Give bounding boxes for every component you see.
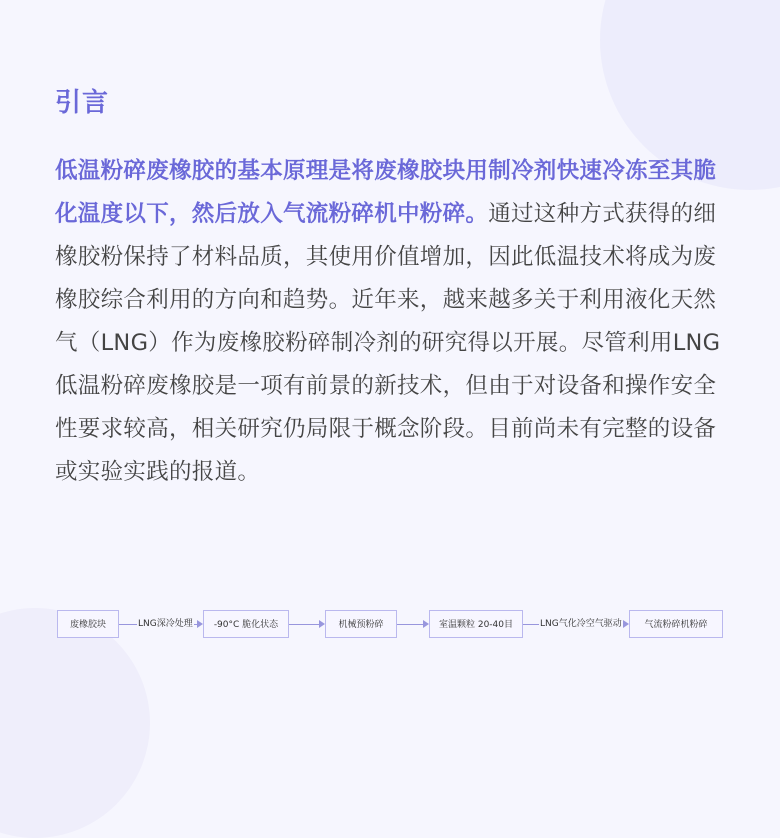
flow-node-jet-mill: 气流粉碎机粉碎 bbox=[629, 610, 723, 638]
highlighted-sentence: 低温粉碎废橡胶的基本原理是将废橡胶块用制冷剂快速冷冻至其脆化温度以下，然后放入气流粉碎机中粉碎。 bbox=[55, 158, 717, 227]
background-decoration bbox=[0, 608, 150, 838]
flow-node-pre-crushing: 机械预粉碎 bbox=[325, 610, 397, 638]
paragraph-text: 通过这种方式获得的细橡胶粉保持了材料品质，其使用价值增加，因此低温技术将成为废橡胶综合利用的方向和趋势。近年来，越来越多关于利用液化天然气（LNG）作为废橡胶粉碎制冷剂的研究得以开展。尽管利用LNG低温粉碎废橡胶是一项有前景的新技术，但由于对设备和操作安全性要求较高，相关研究仍局限于概念阶段。目前尚未有完整的设备或实验实践的报道。 bbox=[55, 201, 721, 485]
process-flowchart bbox=[57, 610, 723, 640]
flow-edge-label-lng-air: LNG气化冷空气驱动 bbox=[540, 619, 622, 629]
flow-node-room-temp-granules: 室温颗粒 20-40目 bbox=[429, 610, 523, 638]
flow-node-rubber-block: 废橡胶块 bbox=[57, 610, 119, 638]
flow-edge-label-lng-cryo: LNG深冷处理 bbox=[138, 619, 193, 629]
section-heading: 引言 bbox=[55, 88, 110, 118]
flow-node-brittle-state: -90°C 脆化状态 bbox=[203, 610, 289, 638]
flow-arrow bbox=[289, 624, 319, 625]
intro-paragraph bbox=[55, 150, 727, 494]
flow-arrow bbox=[397, 624, 423, 625]
